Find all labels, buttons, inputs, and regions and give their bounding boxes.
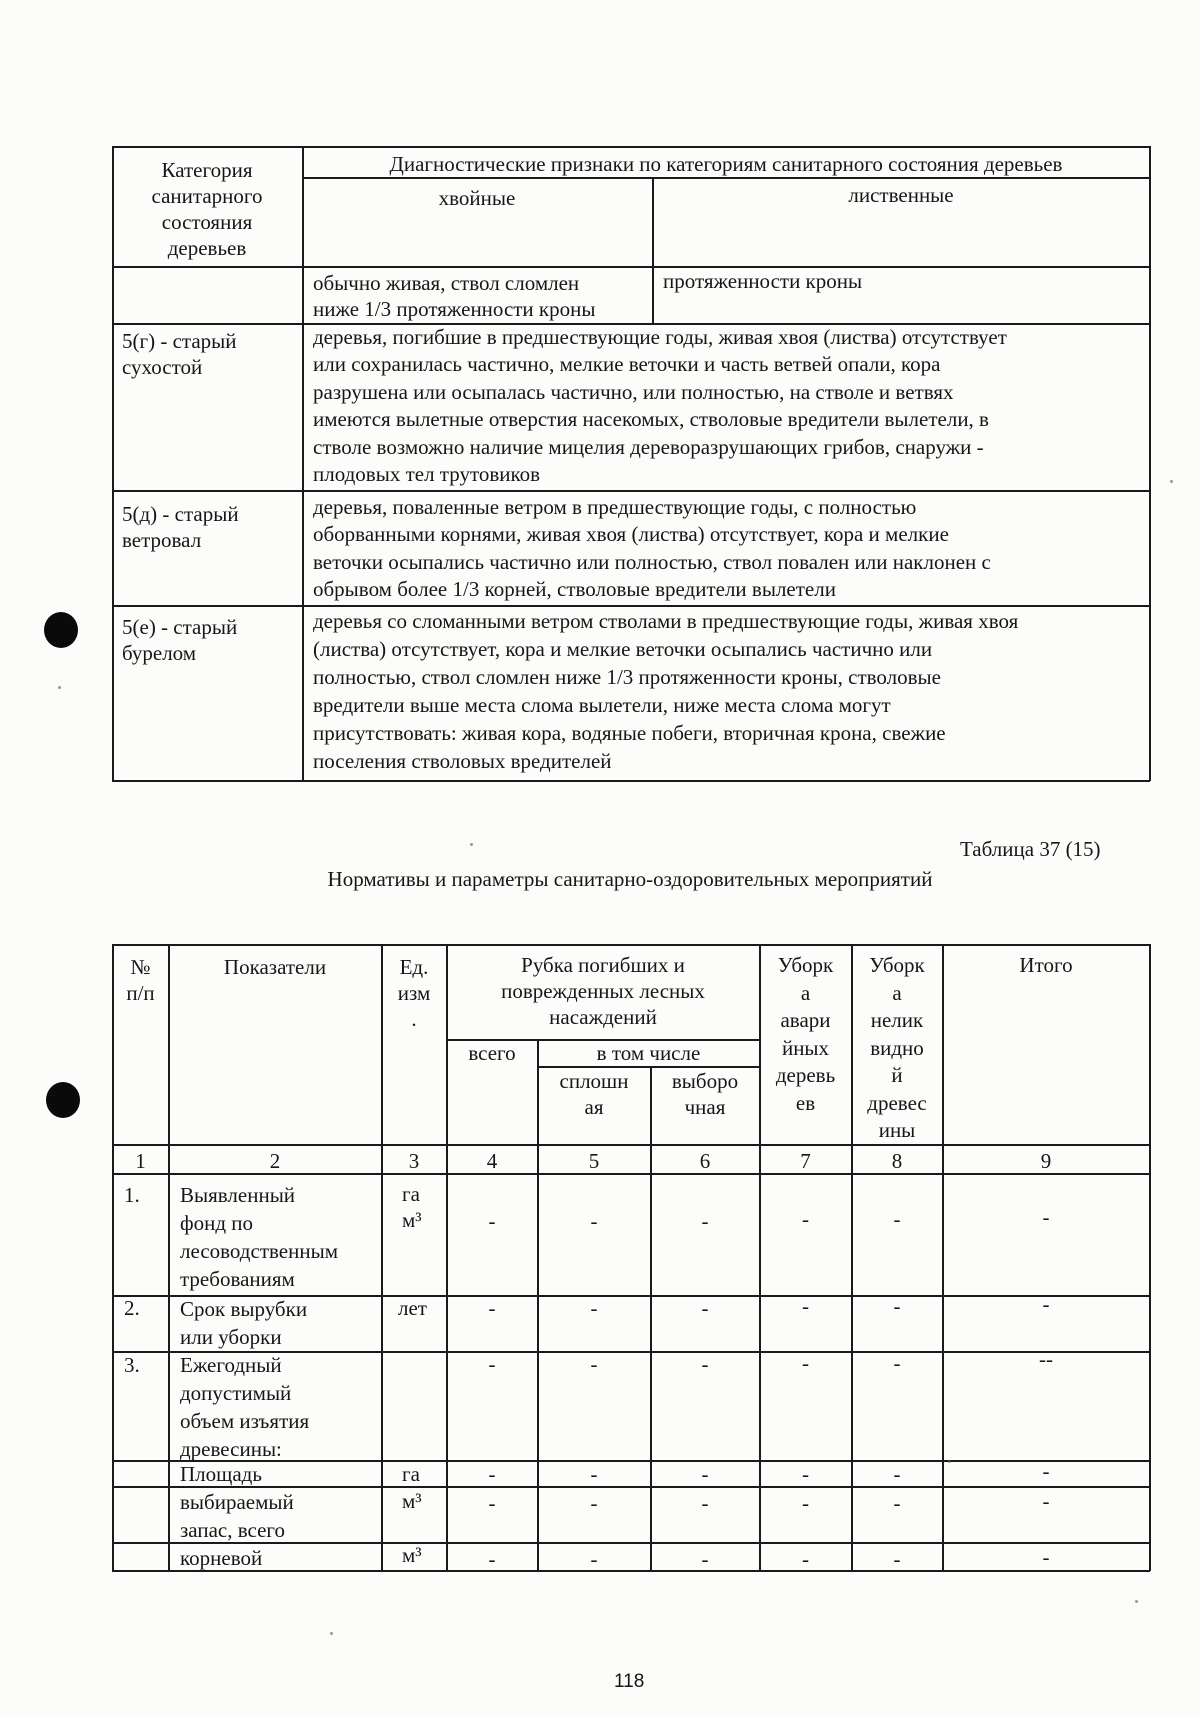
t2-colnum: 2 <box>269 1149 281 1173</box>
t2-header-illiquid: Уборк а нелик видно й древес ины <box>867 953 927 1142</box>
t2-header-total: всего <box>468 1041 516 1065</box>
t2-row-name: корневой <box>180 1546 263 1570</box>
t2-header-selective: выборо чная <box>671 1069 739 1119</box>
t2-row-unit: га м³ <box>402 1182 422 1232</box>
t1-continuation-conifer: обычно живая, ствол сломлен ниже 1/3 протяженности кроны <box>313 271 596 321</box>
t2-line-num <box>168 944 170 1571</box>
t1-header-category: Категория санитарного состояния деревьев <box>151 158 263 260</box>
t2-row-name: выбираемый запас, всего <box>180 1490 294 1542</box>
t2-line-right <box>1149 944 1151 1571</box>
t1-line-top <box>112 146 1150 148</box>
t2-cell: - <box>488 1352 496 1376</box>
t2-header-indicators: Показатели <box>223 955 327 979</box>
table-title: Нормативы и параметры санитарно-оздоровительных мероприятий <box>327 867 933 891</box>
t2-row-unit: га <box>402 1462 420 1486</box>
scan-speck <box>58 686 61 689</box>
page-number: 118 <box>614 1671 645 1692</box>
t1-line-sub <box>302 177 1150 179</box>
t2-line-top <box>112 944 1150 946</box>
t2-row-name: Выявленный фонд по лесоводственным требованиям <box>180 1183 338 1291</box>
t2-cell: - <box>701 1491 709 1515</box>
t2-cell: - <box>893 1491 901 1515</box>
t1-row-description: деревья, поваленные ветром в предшествующие годы, с полностью оборванными корнями, живая хвоя (листва) отсутствует, кора и мелкие веточки осыпались частично или полностью, ствол повален или наклонен с обрывом более 1/3 корней, стволовые вредители вылетели <box>313 495 991 602</box>
t1-header-conifer: хвойные <box>438 186 516 210</box>
t1-row-category: 5(г) - старый сухостой <box>122 329 237 379</box>
t2-cell: - <box>1042 1545 1050 1569</box>
scan-speck <box>948 1460 951 1463</box>
t2-colnum: 7 <box>800 1149 811 1173</box>
t2-row-name: Ежегодный допустимый объем изъятия древесины: <box>180 1353 310 1461</box>
t2-row-unit: лет <box>398 1296 427 1320</box>
t1-line-bottom <box>112 780 1150 782</box>
t2-cell: - <box>488 1462 496 1486</box>
t1-row-description: деревья, погибшие в предшествующие годы, живая хвоя (листва) отсутствует или сохранилась частично, мелкие веточки и часть ветвей опали, кора разрушена или осыпалась частично, или полностью, на стволе и ветвях имеются вылетные отверстия насекомых, стволовые вредители вылетели, в стволе возможно наличие мицелия дереворазрушающих грибов, снаружи - плодовых тел трутовиков <box>313 325 1007 487</box>
t2-colnum: 1 <box>135 1149 146 1173</box>
t2-cell: - <box>893 1547 901 1571</box>
t2-cell: - <box>701 1209 709 1233</box>
t2-header-itogo: Итого <box>1019 953 1073 977</box>
t2-cell: - <box>590 1209 598 1233</box>
t2-cell: - <box>701 1296 709 1320</box>
t2-colnum: 5 <box>588 1149 600 1173</box>
t2-cell: - <box>1042 1459 1050 1483</box>
t2-cell: - <box>802 1462 809 1486</box>
scan-speck <box>330 1632 333 1635</box>
t2-colnum: 4 <box>486 1149 498 1173</box>
t2-row-unit: м³ <box>402 1489 422 1513</box>
t2-cell: - <box>1042 1292 1050 1316</box>
t2-cell: - <box>488 1491 496 1515</box>
t1-line-right <box>1149 146 1151 781</box>
t1-row-category: 5(е) - старый бурелом <box>122 615 238 665</box>
t2-cell: - <box>488 1547 496 1571</box>
t2-row-unit: м³ <box>402 1543 422 1567</box>
t1-header-deciduous: лиственные <box>848 183 954 207</box>
t2-row-name: Срок вырубки или уборки <box>180 1297 308 1349</box>
scan-speck <box>470 843 473 846</box>
t2-cell: - <box>488 1209 496 1233</box>
t2-cell: - <box>590 1547 598 1571</box>
t2-cell: - <box>590 1296 598 1320</box>
t1-header-diagnostic: Диагностические признаки по категориям санитарного состояния деревьев <box>389 152 1063 176</box>
t2-line-indicators <box>381 944 383 1571</box>
t2-row-num: 1. <box>124 1183 140 1207</box>
t2-row-num: 3. <box>124 1353 140 1377</box>
t2-line-left <box>112 944 114 1571</box>
scan-speck <box>1135 1600 1138 1603</box>
t2-cell: - <box>590 1462 598 1486</box>
t2-line-header-bottom <box>112 1144 1150 1146</box>
binder-hole <box>44 612 78 648</box>
t2-header-clear: сплошн ая <box>559 1069 629 1119</box>
t2-cell: - <box>802 1547 809 1571</box>
t2-cell: - <box>590 1352 598 1376</box>
t2-row-num: 2. <box>124 1296 140 1320</box>
t2-cell: - <box>1042 1205 1050 1229</box>
t2-cell: - <box>893 1351 901 1375</box>
t2-header-emergency: Уборк а авари йных деревь ев <box>775 953 836 1115</box>
binder-hole <box>46 1082 80 1118</box>
t2-cell: - <box>1042 1489 1050 1513</box>
scan-speck <box>1170 480 1173 483</box>
t2-colnum: 8 <box>891 1149 903 1173</box>
t2-colnum: 3 <box>408 1149 420 1173</box>
t2-cell: - <box>701 1462 709 1486</box>
t2-cell: - <box>893 1207 901 1231</box>
t2-row-name: Площадь <box>180 1462 262 1486</box>
t1-row-category: 5(д) - старый ветровал <box>122 502 239 552</box>
t2-cell: - <box>590 1491 598 1515</box>
t1-row-description: деревья со сломанными ветром стволами в предшествующие годы, живая хвоя (листва) отсутствует, кора и мелкие веточки осыпались частично или полностью, ствол сломлен ниже 1/3 протяженности кроны, стволовые вредители выше места слома вылетели, ниже места слома могут присутствовать: живая кора, водяные побеги, вторичная крона, свежие поселения стволовых вредителей <box>313 609 1019 773</box>
t2-cell: - <box>802 1491 809 1515</box>
t2-cell: - <box>488 1296 496 1320</box>
t1-line-header-bottom <box>112 266 1150 268</box>
t2-cell: -- <box>1039 1347 1053 1371</box>
t2-cell: - <box>802 1294 809 1318</box>
t1-line-row1-bottom <box>112 490 1150 492</box>
t2-cell: - <box>701 1352 709 1376</box>
t2-header-including: в том числе <box>596 1041 701 1065</box>
t2-header-cutting: Рубка погибших и поврежденных лесных насаждений <box>501 953 705 1029</box>
t2-cell: - <box>893 1294 901 1318</box>
table-label: Таблица 37 (15) <box>960 837 1101 861</box>
t2-header-num: № п/п <box>126 955 155 1005</box>
t2-cell: - <box>701 1547 709 1571</box>
t1-line-col <box>302 146 304 781</box>
t1-continuation-deciduous: протяженности кроны <box>663 269 863 293</box>
t2-header-unit: Ед. изм . <box>397 955 431 1031</box>
t2-colnum: 6 <box>699 1149 711 1173</box>
t2-cell: - <box>893 1462 901 1486</box>
t2-colnum: 9 <box>1040 1149 1052 1173</box>
t2-cell: - <box>802 1351 809 1375</box>
t2-cell: - <box>802 1207 809 1231</box>
